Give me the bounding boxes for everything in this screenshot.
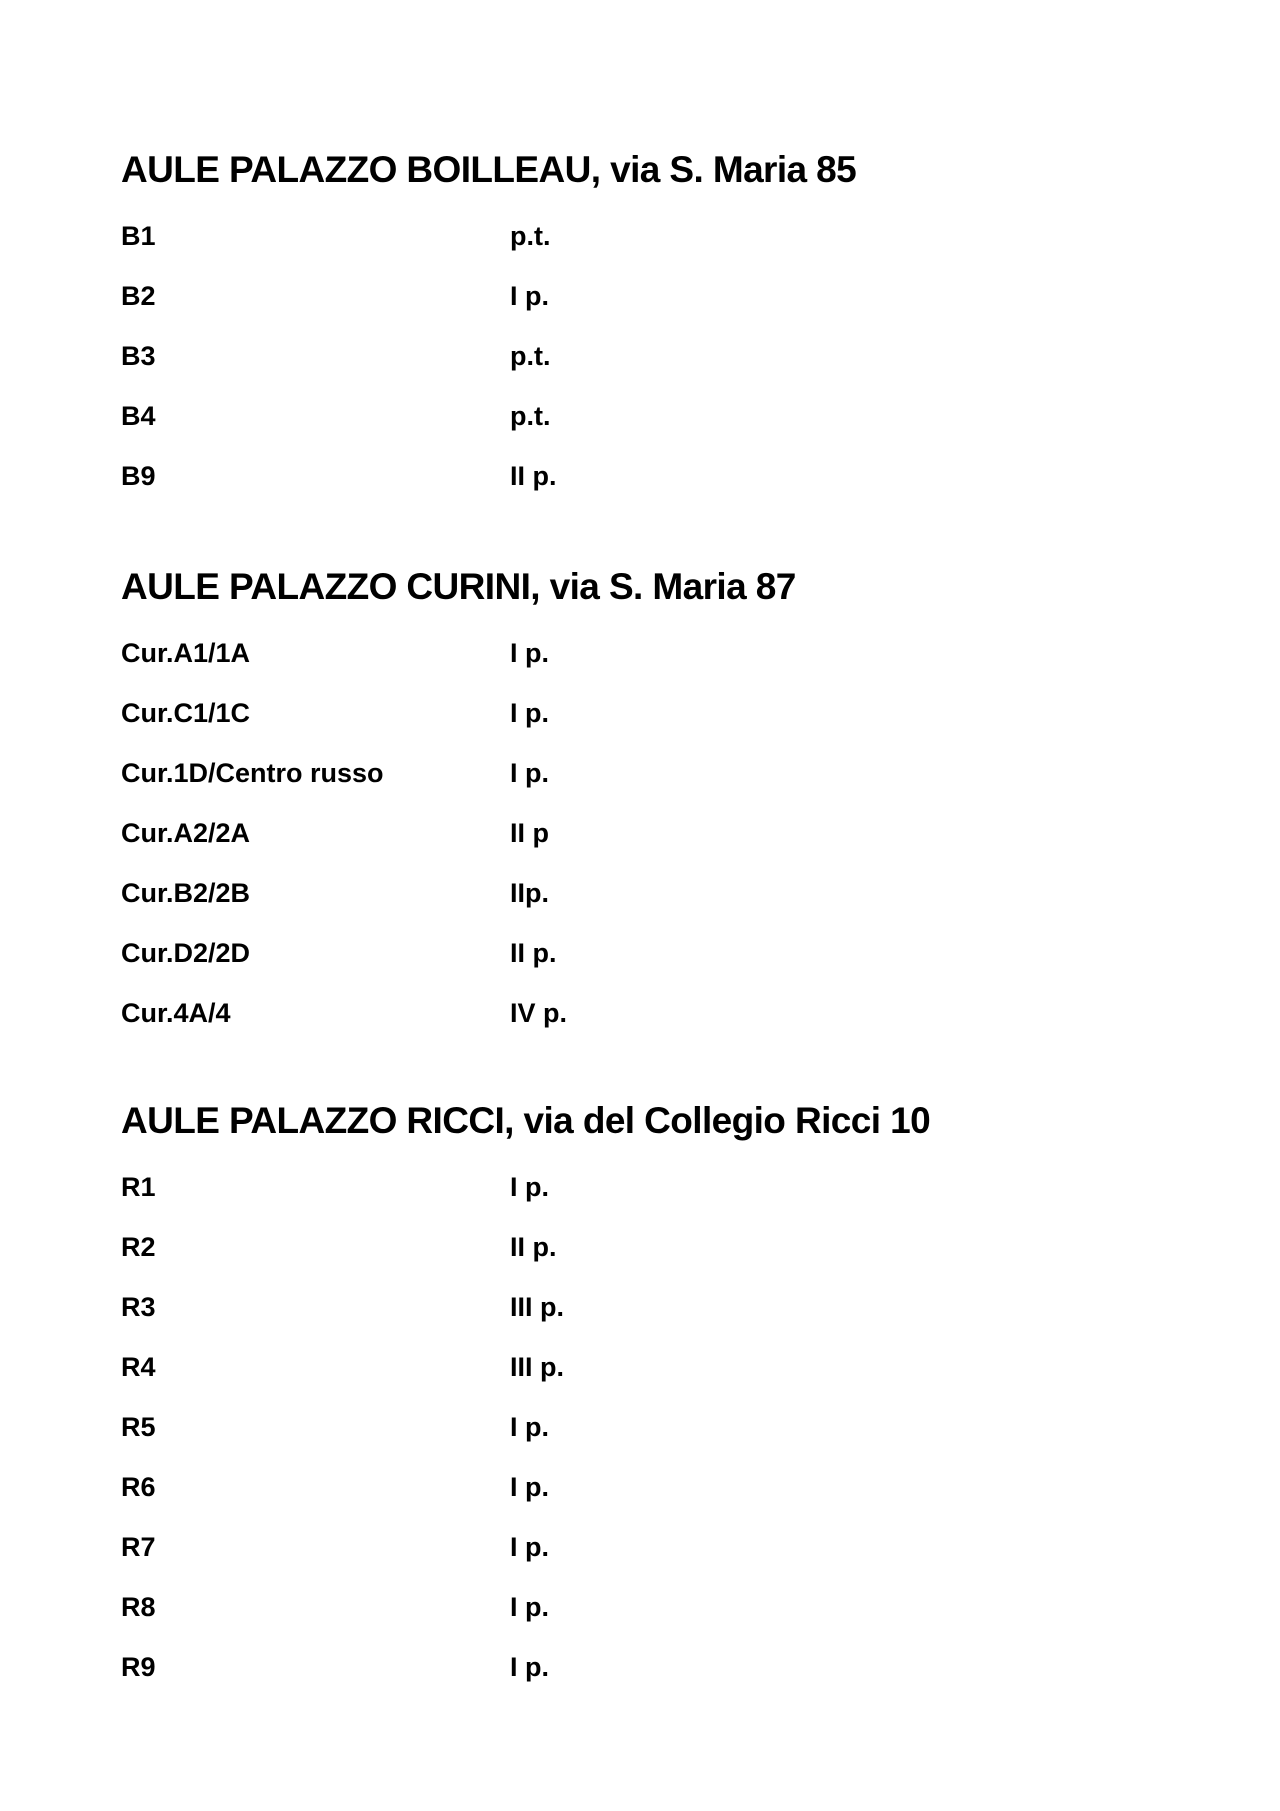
room-floor: II p.: [510, 938, 557, 968]
room-name: Cur.C1/1C: [121, 698, 251, 728]
room-row: [121, 1157, 1161, 1217]
room-name: Cur.1D/Centro russo: [121, 758, 384, 788]
room-row: [121, 1217, 1161, 1277]
room-name: R9: [121, 1652, 156, 1682]
room-floor: I p.: [510, 1412, 549, 1442]
room-floor: IIp.: [510, 878, 549, 908]
room-row: [121, 863, 1161, 923]
room-floor: I p.: [510, 1592, 549, 1622]
room-row: [121, 386, 1161, 446]
room-name: R1: [121, 1172, 156, 1202]
room-row: [121, 1277, 1161, 1337]
room-floor: p.t.: [510, 401, 551, 431]
room-floor: II p.: [510, 461, 557, 491]
room-row: [121, 266, 1161, 326]
room-name: B2: [121, 281, 156, 311]
room-row: [121, 803, 1161, 863]
room-floor: II p: [510, 818, 549, 848]
section-title: AULE PALAZZO CURINI, via S. Maria 87: [121, 566, 796, 607]
room-row: [121, 446, 1161, 506]
room-row: [121, 683, 1161, 743]
room-name: B4: [121, 401, 156, 431]
room-row: [121, 623, 1161, 683]
room-floor: IV p.: [510, 998, 568, 1028]
room-name: Cur.A1/1A: [121, 638, 251, 668]
room-floor: I p.: [510, 1532, 549, 1562]
room-floor: I p.: [510, 1652, 549, 1682]
room-name: Cur.4A/4: [121, 998, 231, 1028]
section-palazzo-ricci: [121, 1091, 1161, 1697]
room-floor: II p.: [510, 1232, 557, 1262]
room-list: [121, 1157, 1161, 1697]
room-list: [121, 623, 1161, 1043]
room-floor: I p.: [510, 1172, 549, 1202]
room-row: [121, 1397, 1161, 1457]
room-name: B9: [121, 461, 156, 491]
room-name: Cur.A2/2A: [121, 818, 251, 848]
room-row: [121, 1637, 1161, 1697]
room-row: [121, 1577, 1161, 1637]
section-title: AULE PALAZZO RICCI, via del Collegio Ricci 10: [121, 1100, 931, 1141]
room-name: R2: [121, 1232, 156, 1262]
section-title: AULE PALAZZO BOILLEAU, via S. Maria 85: [121, 149, 857, 190]
room-name: R3: [121, 1292, 156, 1322]
room-floor: I p.: [510, 1472, 549, 1502]
room-floor: III p.: [510, 1352, 564, 1382]
room-row: [121, 1517, 1161, 1577]
room-name: B1: [121, 221, 156, 251]
room-name: R8: [121, 1592, 156, 1622]
room-name: R7: [121, 1532, 156, 1562]
room-row: [121, 983, 1161, 1043]
room-name: Cur.D2/2D: [121, 938, 251, 968]
room-name: R5: [121, 1412, 156, 1442]
room-floor: p.t.: [510, 341, 551, 371]
room-row: [121, 1457, 1161, 1517]
section-palazzo-boilleau: [121, 140, 1161, 506]
room-floor: I p.: [510, 281, 549, 311]
room-row: [121, 923, 1161, 983]
room-row: [121, 1337, 1161, 1397]
room-row: [121, 743, 1161, 803]
room-row: [121, 326, 1161, 386]
room-name: B3: [121, 341, 156, 371]
room-name: R4: [121, 1352, 156, 1382]
room-name: Cur.B2/2B: [121, 878, 251, 908]
section-palazzo-curini: [121, 557, 1161, 1043]
room-floor: I p.: [510, 698, 549, 728]
room-list: [121, 206, 1161, 506]
room-floor: I p.: [510, 758, 549, 788]
room-floor: I p.: [510, 638, 549, 668]
room-name: R6: [121, 1472, 156, 1502]
room-floor: p.t.: [510, 221, 551, 251]
room-floor: III p.: [510, 1292, 564, 1322]
room-row: [121, 206, 1161, 266]
